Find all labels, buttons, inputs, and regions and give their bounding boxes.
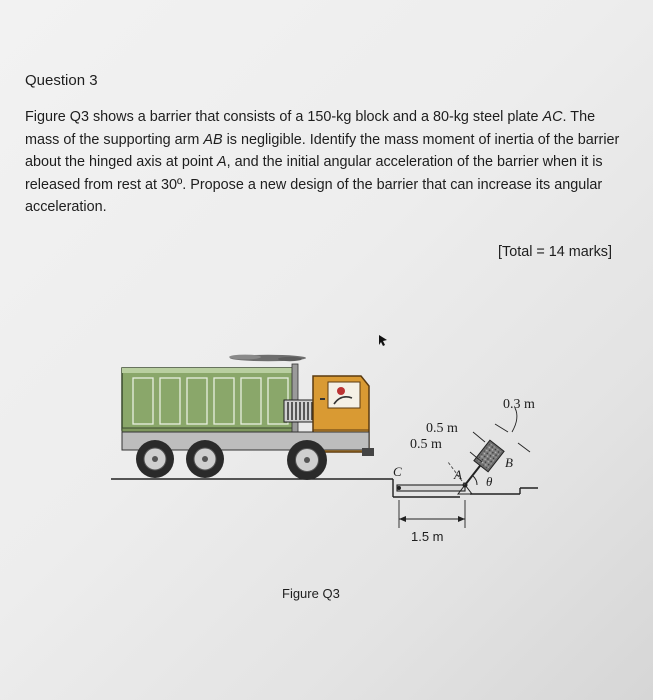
- plate-label: AC: [542, 109, 563, 125]
- exhaust-smoke: [229, 355, 306, 362]
- total-marks: [Total = 14 marks]: [498, 244, 612, 260]
- barrier-plate-ac: [397, 485, 465, 491]
- label-dim-mid1: 0.5 m: [426, 421, 458, 436]
- wheel-rear-2: [186, 440, 224, 478]
- point-label: A: [217, 154, 227, 170]
- figure-caption: Figure Q3: [282, 586, 340, 601]
- body-text-4: , and the initial angular acceleration of the barrier when it is released from rest at 30º. Propose a new design of the barrier that can increase its angular acceleration.: [25, 154, 603, 215]
- ground: [111, 479, 538, 497]
- question-title: Question 3: [25, 72, 98, 89]
- dim-arrow-left: [399, 516, 406, 522]
- angle-arc: [473, 476, 477, 485]
- wheel-rear-1: [136, 440, 174, 478]
- arm-label: AB: [203, 131, 223, 148]
- body-text-3: is negligible. Identify the mass moment of inertia of the barrier about the hinged axis at point: [25, 131, 620, 170]
- dim-arrow-right: [458, 516, 465, 522]
- label-angle-theta: θ: [486, 474, 493, 489]
- body-text-2: . The mass of the supporting arm: [25, 109, 596, 148]
- body-text-1: Figure Q3 shows a barrier that consists of a 150-kg block and a 80-kg steel plate: [25, 109, 543, 125]
- label-dim-bottom: 1.5 m: [411, 529, 444, 544]
- label-point-b: B: [505, 455, 513, 470]
- exhaust-stack: [292, 364, 298, 434]
- cursor-arrow-icon: [379, 335, 387, 346]
- wheel-front: [287, 440, 327, 480]
- label-dim-top: 0.3 m: [503, 397, 535, 412]
- label-point-c: C: [393, 464, 402, 479]
- truck-dump-body: [122, 368, 297, 434]
- truck-bumper: [362, 448, 374, 456]
- label-dim-mid2: 0.5 m: [410, 437, 442, 452]
- label-point-a: A: [454, 467, 462, 482]
